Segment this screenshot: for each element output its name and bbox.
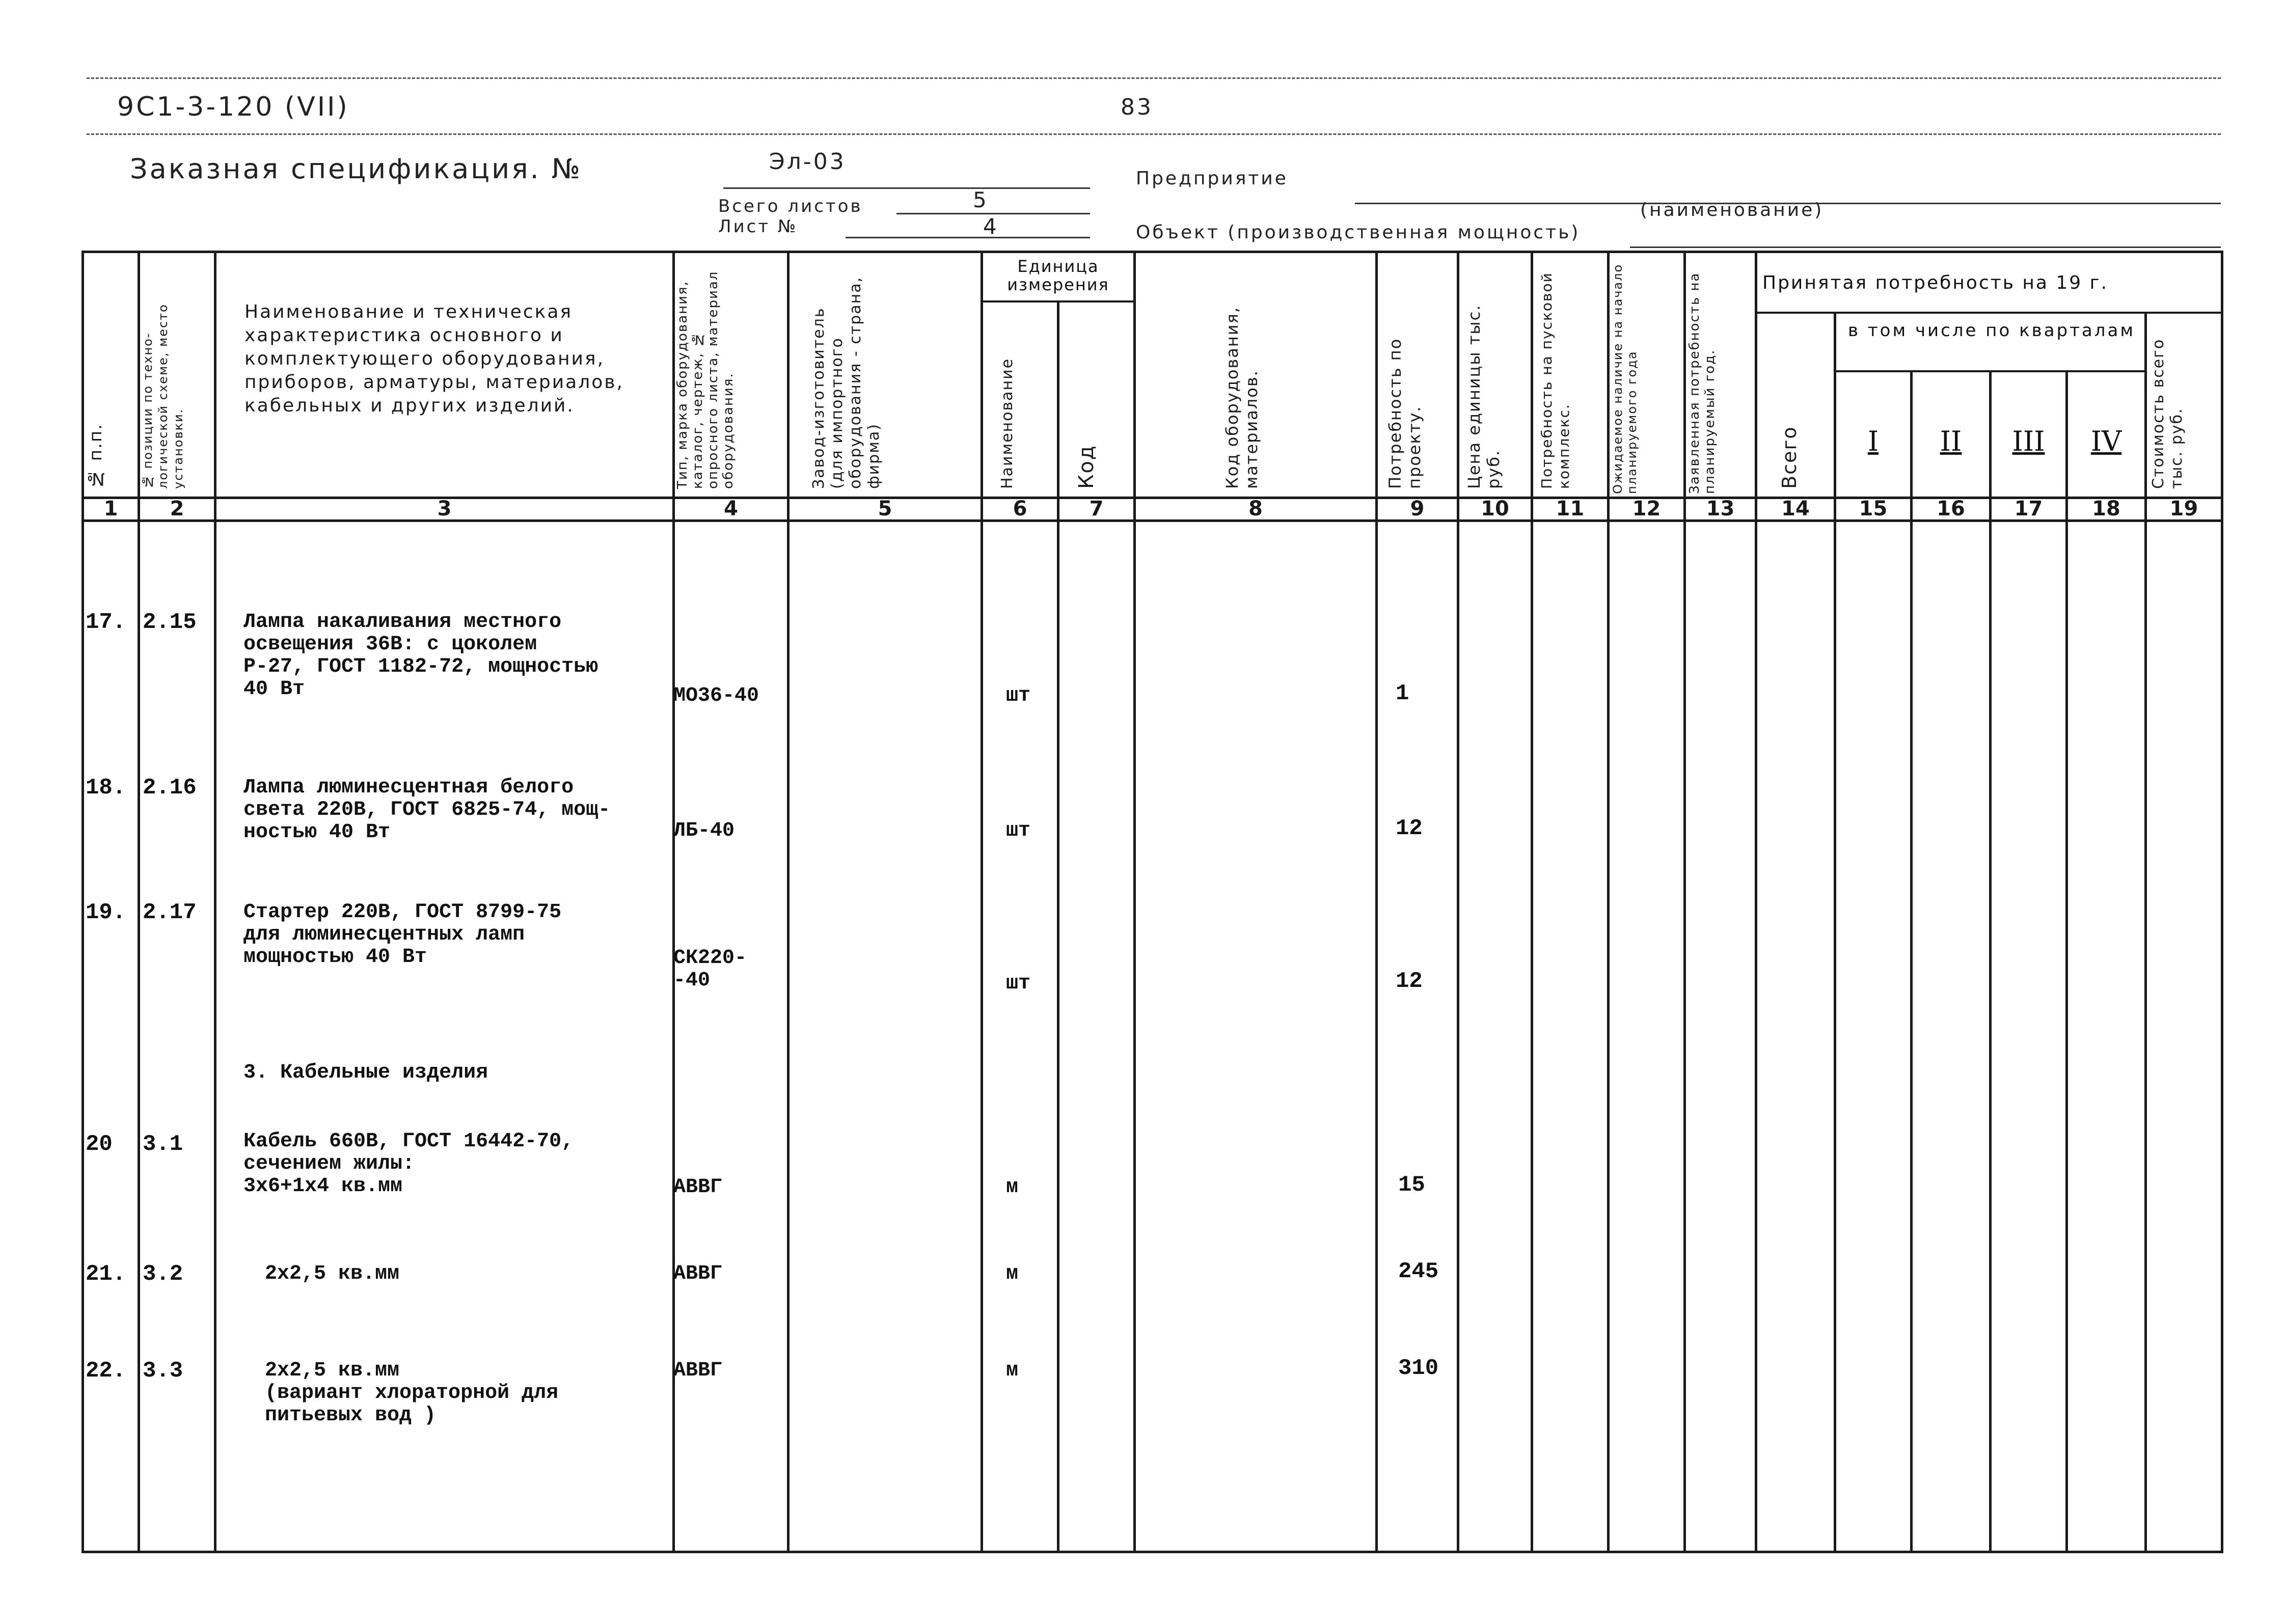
col-number-4: 4	[724, 497, 738, 520]
enterprise-label: Предприятие	[1136, 168, 1288, 189]
col-number-5: 5	[878, 497, 892, 520]
col-number-13: 13	[1706, 497, 1735, 520]
col-border-16	[1989, 370, 1992, 1553]
col-number-16: 16	[1937, 497, 1965, 520]
col-header-18: IV	[2090, 425, 2122, 457]
spec-title: Заказная спецификация. №	[130, 153, 583, 185]
row-21-num: 21.	[86, 1261, 126, 1287]
row-17-desc: Лампа накаливания местного освещения 36В: с цоколем Р-27, ГОСТ 1182-72, мощностью 40 Вт	[243, 611, 598, 701]
sheet-number: 4	[983, 214, 999, 239]
col-number-7: 7	[1089, 497, 1104, 520]
table-bottom-border	[81, 1551, 2223, 1553]
col-number-15: 15	[1859, 497, 1888, 520]
row-21-type: АВВГ	[673, 1262, 723, 1285]
object-label: Объект (производственная мощность)	[1136, 222, 1581, 243]
col-header-5: Завод-изготовитель (для импортного оборудования - страна, фирма)	[810, 276, 883, 489]
col-number-12: 12	[1632, 497, 1661, 520]
col-header-14: Всего	[1778, 426, 1801, 489]
row-20-unit: м	[1006, 1176, 1019, 1199]
row-22-pos: 3.3	[143, 1358, 183, 1384]
page-number: 83	[1121, 94, 1153, 120]
col-border-12	[1683, 251, 1686, 1553]
col-number-18: 18	[2092, 497, 2120, 520]
row-20-desc: Кабель 660В, ГОСТ 16442-70, сечением жилы: 3х6+1х4 кв.мм	[243, 1130, 574, 1198]
col-number-19: 19	[2169, 497, 2198, 520]
col-header-17: III	[2012, 425, 2045, 457]
row-17-qty: 1	[1396, 681, 1409, 706]
col-header-2: № позиции по техно-логической схеме, место установки.	[141, 304, 185, 489]
doc-code: 9C1-3-120 (VII)	[117, 92, 349, 122]
row-19-unit: шт	[1006, 972, 1031, 995]
quarters-group-header: в том числе по кварталам	[1848, 320, 2135, 341]
section-heading-cables: 3. Кабельные изделия	[243, 1061, 488, 1084]
spec-number: Эл-03	[769, 149, 846, 175]
col-border-4	[787, 251, 790, 1553]
col-number-1: 1	[103, 497, 118, 520]
row-17-num: 17.	[86, 610, 126, 635]
row-18-num: 18.	[86, 775, 126, 801]
col-header-7: Код	[1075, 445, 1098, 489]
col-border-0	[81, 251, 84, 1553]
col-header-9: Потребность по проекту.	[1385, 338, 1424, 489]
row-18-desc: Лампа люминесцентная белого света 220В, ГОСТ 6825-74, мощ- ностью 40 Вт	[243, 776, 611, 844]
sheet-label: Лист №	[718, 216, 798, 237]
row-22-desc: 2х2,5 кв.мм (вариант хлораторной для питьевых вод )	[265, 1359, 559, 1427]
col-border-7	[1133, 251, 1136, 1553]
header-divider	[87, 133, 2221, 135]
col-number-3: 3	[437, 497, 452, 520]
col-header-12: Ожидаемое наличие на начало планируемого года	[1611, 263, 1639, 494]
accepted-group-divider	[1755, 312, 2223, 314]
row-18-type: ЛБ-40	[673, 819, 735, 842]
col-header-13: Заявленная потребность на планируемый год.	[1687, 272, 1718, 494]
col-number-10: 10	[1481, 497, 1509, 520]
spec-number-line	[723, 187, 1090, 189]
col-number-6: 6	[1013, 497, 1027, 520]
col-header-19: Стоимость всего тыс. руб.	[2149, 338, 2186, 489]
col-border-17	[2065, 370, 2068, 1553]
row-21-unit: м	[1006, 1262, 1019, 1285]
col-header-10: Цена единицы тыс. руб.	[1464, 304, 1503, 489]
row-20-num: 20	[86, 1132, 113, 1157]
top-border	[87, 77, 2221, 79]
object-line	[1630, 246, 2221, 248]
row-18-qty: 12	[1396, 816, 1423, 841]
unit-group-header: Единица измерения	[1007, 257, 1109, 294]
row-21-pos: 3.2	[143, 1261, 183, 1287]
sheet-number-line	[846, 237, 1090, 238]
row-19-pos: 2.17	[143, 900, 197, 925]
row-19-type: СК220- -40	[673, 947, 747, 992]
row-18-pos: 2.16	[143, 775, 197, 801]
row-21-qty: 245	[1398, 1259, 1439, 1284]
name-note: (наименование)	[1640, 200, 1824, 221]
row-19-qty: 12	[1396, 969, 1423, 994]
total-sheets: 5	[973, 187, 989, 212]
row-20-pos: 3.1	[143, 1132, 183, 1157]
row-22-qty: 310	[1398, 1356, 1439, 1381]
row-20-type: АВВГ	[673, 1176, 723, 1199]
col-border-9	[1457, 251, 1459, 1553]
accepted-group-header: Принятая потребность на 19 г.	[1762, 272, 2109, 293]
col-number-2: 2	[170, 497, 184, 520]
col-header-3: Наименование и техническая характеристика основного и комплектующего оборудования, приборов, арматуры, материалов, кабельных и других изделий.	[244, 301, 624, 416]
col-header-1: № п.п.	[86, 423, 106, 489]
col-border-19	[2221, 251, 2223, 1553]
col-border-10	[1531, 251, 1533, 1553]
col-header-6: Наименование	[998, 357, 1016, 489]
col-header-8: Код оборудования, материалов.	[1222, 306, 1261, 489]
col-header-11: Потребность на пусковой комплекс.	[1538, 272, 1572, 489]
col-number-11: 11	[1556, 497, 1585, 520]
col-border-5	[981, 251, 983, 1553]
col-border-8	[1375, 251, 1378, 1553]
col-border-15	[1910, 370, 1913, 1553]
total-sheets-label: Всего листов	[718, 196, 863, 216]
col-number-17: 17	[2014, 497, 2043, 520]
col-number-14: 14	[1781, 497, 1810, 520]
row-22-num: 22.	[86, 1358, 126, 1384]
col-header-4: Тип, марка оборудования, каталог, чертеж, № опросного листа, материал оборудования.	[675, 270, 736, 489]
row-17-pos: 2.15	[143, 610, 197, 635]
row-22-type: АВВГ	[673, 1359, 723, 1382]
row-17-type: МО36-40	[673, 684, 759, 707]
table-top-border	[81, 251, 2223, 253]
col-border-13	[1755, 251, 1757, 1553]
col-border-6	[1057, 300, 1059, 1553]
row-19-num: 19.	[86, 900, 126, 925]
col-number-9: 9	[1410, 497, 1425, 520]
row-20-qty: 15	[1398, 1172, 1425, 1198]
row-17-unit: шт	[1006, 684, 1031, 707]
row-22-unit: м	[1006, 1359, 1019, 1382]
col-border-11	[1607, 251, 1610, 1553]
col-header-16: II	[1940, 425, 1962, 457]
row-21-desc: 2х2,5 кв.мм	[265, 1262, 400, 1285]
col-header-15: I	[1867, 425, 1879, 457]
col-number-8: 8	[1248, 497, 1263, 520]
row-19-desc: Стартер 220В, ГОСТ 8799-75 для люминесцентных ламп мощностью 40 Вт	[243, 901, 562, 969]
row-18-unit: шт	[1006, 819, 1031, 842]
col-border-2	[214, 251, 216, 1553]
